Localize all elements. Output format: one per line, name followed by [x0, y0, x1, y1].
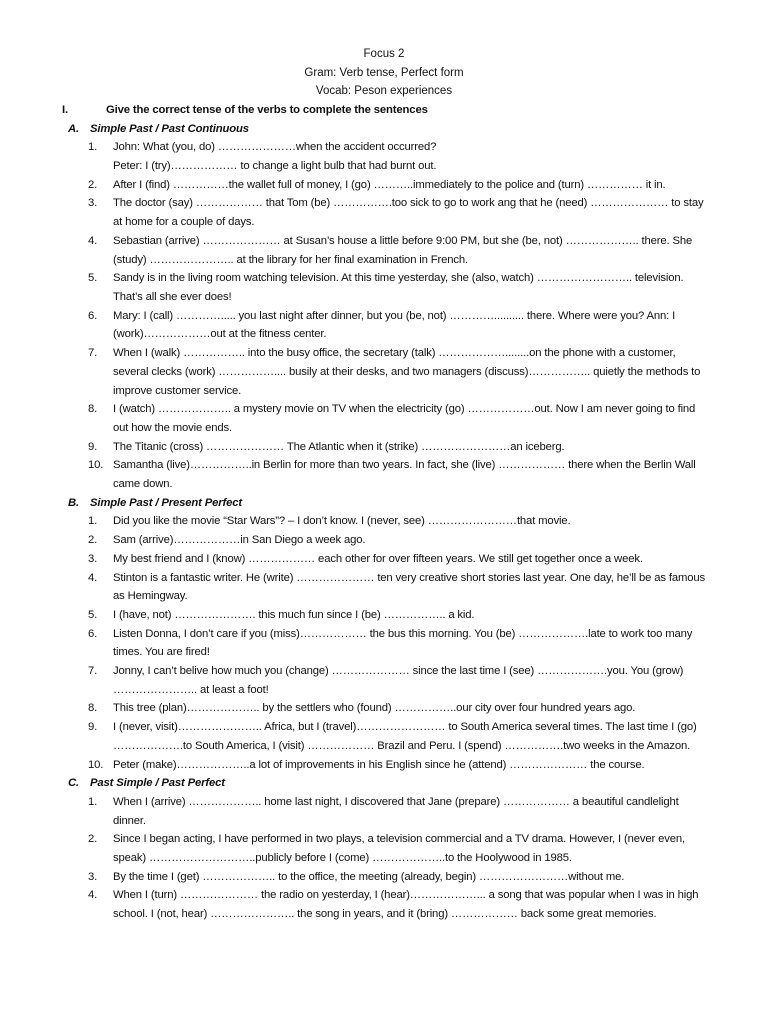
item-text-line: ……………….to South America, I (visit) ……………… Brazil and Peru. I (spend) …………….two weeks in the Amazon. — [113, 739, 691, 752]
item-text-line: school. I (not, hear) ………………….. the song in years, and it (bring) ……………… back some great memories. — [113, 908, 657, 921]
item-text-line: speak) ………………………..publicly before I (come) ………………..to the Hoolywood in 1985. — [113, 852, 572, 865]
item-number: 6. — [88, 627, 98, 640]
exercise-item — [62, 307, 726, 344]
item-text-line: ………………….. at least a foot! — [113, 683, 269, 696]
item-text-line: at home for a couple of days. — [113, 216, 255, 229]
exercise-item — [62, 569, 726, 606]
item-number: 10. — [88, 758, 104, 771]
worksheet-header — [0, 45, 768, 101]
item-text-line: (study) ………………….. at the library for her final examination in French. — [113, 253, 469, 266]
item-text-line: Since I began acting, I have performed in two plays, a television commercial and a TV drama. However, I (never even, — [113, 833, 686, 846]
item-text-line: Jonny, I can’t belive how much you (change) ………………… since the last time I (see) ……………….you. You (grow) — [113, 665, 684, 678]
item-text-line: out how the movie ends. — [113, 421, 233, 434]
focus-label: Focus 2 — [363, 48, 405, 60]
item-number: 7. — [88, 665, 98, 678]
item-text-line: After I (find) ……………the wallet full of money, I (go) ………..immediately to the police and (turn) …………… it in. — [113, 178, 666, 191]
item-number: 7. — [88, 347, 98, 360]
exercise-item — [62, 662, 726, 699]
item-number: 4. — [88, 234, 98, 247]
exercise-item — [62, 718, 726, 755]
item-text-line: improve customer service. — [113, 384, 242, 397]
item-text-line: Sebastian (arrive) ………………… at Susan’s house a little before 9:00 PM, but she (be, not) ……………….. there. She — [113, 234, 693, 247]
item-number: 5. — [88, 608, 98, 621]
item-text-line: (work)………………out at the fitness center. — [113, 328, 327, 341]
exercise-item — [62, 699, 726, 718]
item-number: 6. — [88, 309, 98, 322]
item-number: 2. — [88, 534, 98, 547]
item-text-line: My best friend and I (know) ……………… each other for over fifteen years. We still get together once a week. — [113, 552, 643, 565]
item-text-line: The doctor (say) ……………… that Tom (be) …………….too sick to go to work ang that he (need) ………………… to stay — [113, 197, 704, 210]
item-text-line: When I (turn) ………………… the radio on yesterday, I (hear)………………... a song that was popular when I was in high — [113, 889, 699, 902]
exercise-item — [62, 176, 726, 195]
section-letter: B. — [68, 496, 79, 509]
exercise-item — [62, 606, 726, 625]
item-number: 3. — [88, 552, 98, 565]
exercise-item — [62, 886, 726, 923]
exercise-item — [62, 756, 726, 775]
exercise-item — [62, 269, 726, 306]
exercise-item — [62, 830, 726, 867]
part-heading — [62, 101, 726, 120]
item-number: 4. — [88, 571, 98, 584]
item-number: 2. — [88, 833, 98, 846]
item-number: 5. — [88, 272, 98, 285]
item-number: 10. — [88, 459, 104, 472]
item-number: 8. — [88, 702, 98, 715]
item-text-line: I (watch) ……………….. a mystery movie on TV when the electricity (go) ………………out. Now I am never going to find — [113, 403, 696, 416]
section-title: Past Simple / Past Perfect — [90, 777, 225, 790]
item-text-line: Peter (make)………………..a lot of improvements in his English since he (attend) ………………… the course. — [113, 758, 645, 771]
section-letter: A. — [68, 122, 79, 135]
item-text-line: dinner. — [113, 814, 146, 827]
section-heading — [62, 120, 726, 139]
item-text-line: I (have, not) …………………. this much fun since I (be) …………….. a kid. — [113, 608, 475, 621]
item-number: 2. — [88, 178, 98, 191]
exercise-item — [62, 531, 726, 550]
item-text-line: The Titanic (cross) ………………… The Atlantic when it (strike) ……………………an iceberg. — [113, 440, 565, 453]
item-number: 1. — [88, 141, 98, 154]
item-text-line: This tree (plan)……………….. by the settlers who (found) ……………..our city over four hundred years ago. — [113, 702, 636, 715]
item-text-line: That’s all she ever does! — [113, 291, 232, 303]
vocab-topic: Vocab: Peson experiences — [315, 85, 453, 97]
item-number: 1. — [88, 795, 98, 808]
item-text-line: When I (arrive) ……………….. home last night, I discovered that Jane (prepare) ……………… a beautiful candlelight — [113, 795, 679, 808]
item-text-line: Stinton is a fantastic writer. He (write) ………………… ten very creative short stories last year. One day, he’ll be as famous — [113, 571, 706, 584]
exercise-item — [62, 625, 726, 662]
item-text-line: several clecks (work) …………….... busily at their desks, and two managers (discuss)…………….. quietly the methods to — [113, 365, 701, 378]
exercise-item — [62, 793, 726, 830]
exercise-item — [62, 550, 726, 569]
item-text-line: Sam (arrive)………………in San Diego a week ago. — [113, 534, 366, 547]
item-number: 3. — [88, 870, 98, 883]
item-text-line: John: What (you, do) …………………when the accident occurred? — [113, 141, 437, 154]
exercise-item — [62, 232, 726, 269]
section-heading — [62, 494, 726, 513]
item-text-line: Mary: I (call) …………..... you last night after dinner, but you (be, not) ………….......... there. Where were you? Ann: I — [113, 309, 676, 322]
item-number: 3. — [88, 197, 98, 210]
worksheet-body — [62, 101, 726, 924]
item-text-line: Samantha (live)……………..in Berlin for more than two years. In fact, she (live) ……………… there when the Berlin Wall — [113, 459, 696, 472]
item-text-line: Listen Donna, I don’t care if you (miss)……………… the bus this morning. You (be) ……………….late to work too many — [113, 627, 693, 640]
exercise-item — [62, 438, 726, 457]
section-letter: C. — [68, 777, 79, 790]
item-number: 8. — [88, 403, 98, 416]
part-number: I. — [62, 104, 68, 116]
exercise-item — [62, 194, 726, 231]
exercise-sections — [62, 120, 726, 924]
item-text-line: When I (walk) …………….. into the busy office, the secretary (talk) ………………........on the phone with a customer, — [113, 347, 676, 360]
item-number: 1. — [88, 515, 98, 528]
exercise-item — [62, 456, 726, 493]
item-text-line: Peter: I (try)……………… to change a light bulb that had burnt out. — [113, 160, 437, 173]
grammar-topic: Gram: Verb tense, Perfect form — [304, 66, 464, 79]
item-text-line: Sandy is in the living room watching television. At this time yesterday, she (also, watch) …………………….. television. — [113, 272, 684, 285]
item-text-line: I (never, visit)………………….. Africa, but I (travel)…………………… to South America several times. The last time I (go) — [113, 721, 697, 734]
exercise-item — [62, 400, 726, 437]
exercise-item — [62, 512, 726, 531]
item-text-line: By the time I (get) ……………….. to the office, the meeting (already, begin) ……………………without me. — [113, 870, 625, 883]
exercise-item — [62, 868, 726, 887]
section-title: Simple Past / Present Perfect — [90, 496, 242, 509]
exercise-item — [62, 138, 726, 175]
item-text-line: came down. — [113, 478, 173, 491]
item-text-line: Did you like the movie “Star Wars”? – I don’t know. I (never, see) ……………………that movie. — [113, 515, 571, 528]
item-number: 9. — [88, 440, 98, 453]
item-number: 4. — [88, 889, 98, 902]
section-heading — [62, 774, 726, 793]
item-number: 9. — [88, 721, 98, 734]
exercise-item — [62, 344, 726, 400]
item-text-line: as Hemingway. — [113, 590, 188, 603]
part-instruction: Give the correct tense of the verbs to complete the sentences — [106, 104, 428, 116]
item-text-line: times. You are fired! — [113, 646, 210, 659]
section-title: Simple Past / Past Continuous — [90, 122, 249, 135]
